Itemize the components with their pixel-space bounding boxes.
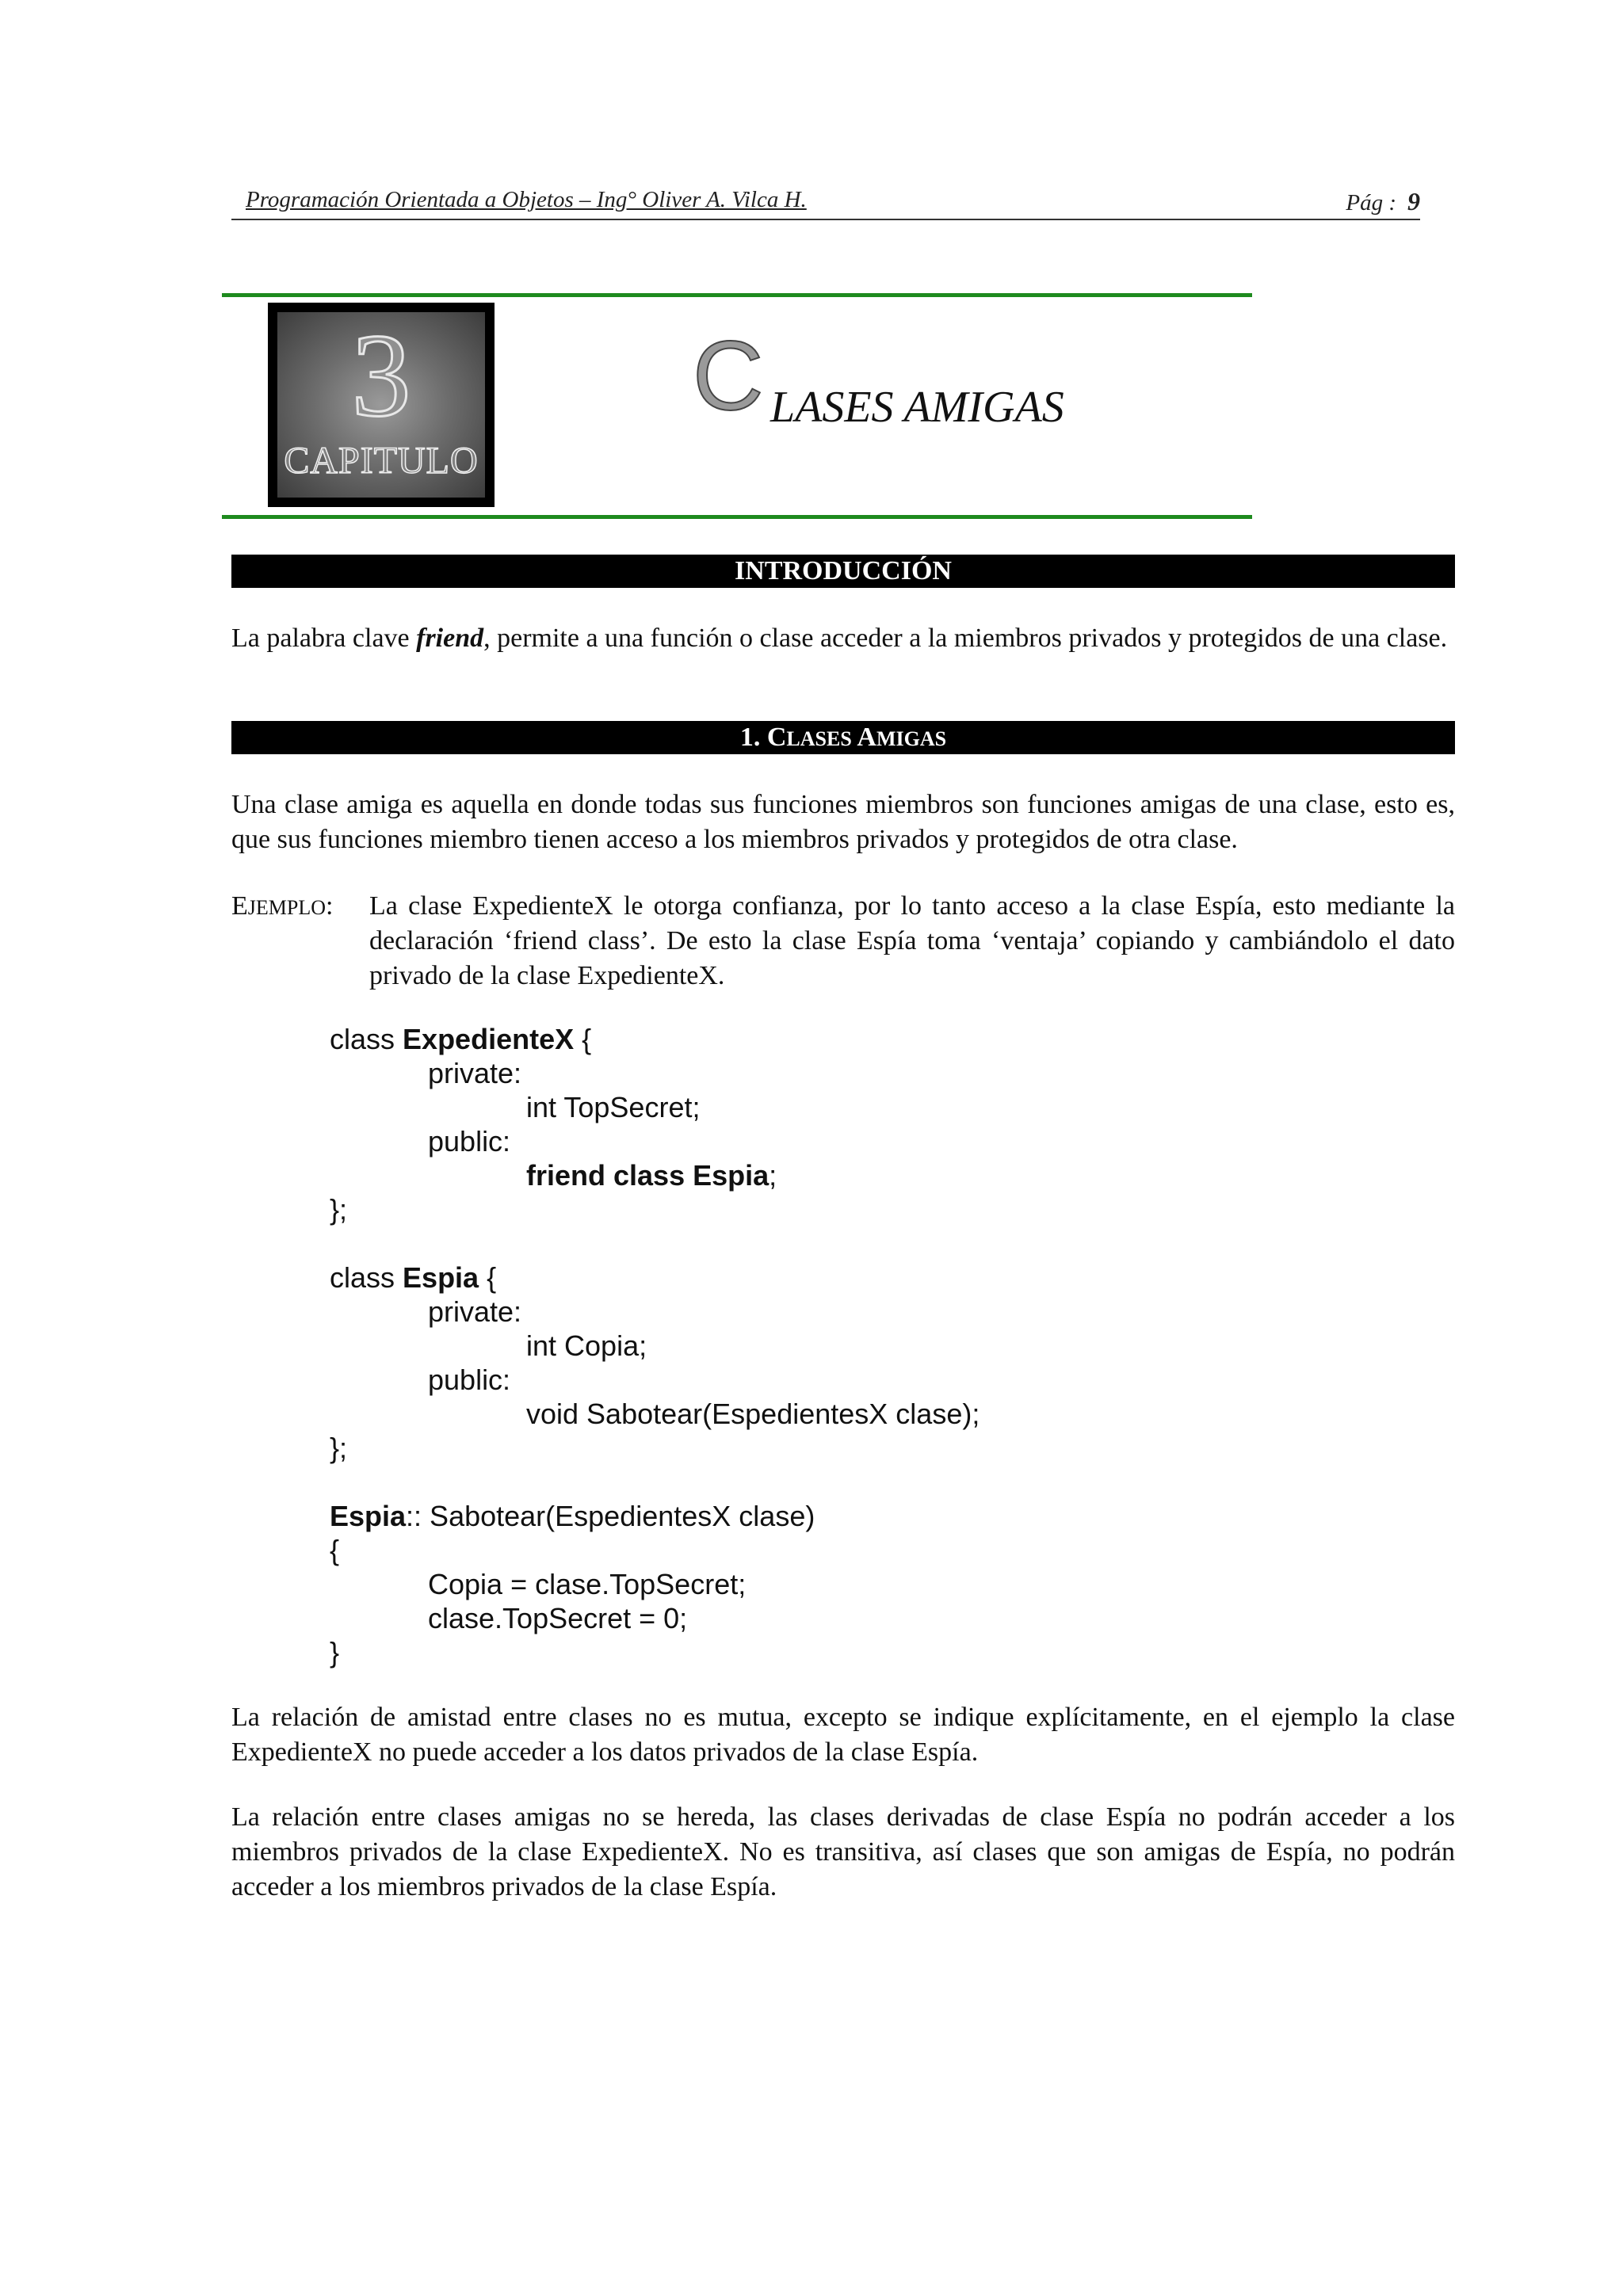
banner-bottom-rule	[222, 515, 1252, 519]
section-title-intro: INTRODUCCIÓN	[735, 556, 952, 585]
code-line: {	[330, 1534, 340, 1566]
closing-paragraph-1: La relación de amistad entre clases no es mutua, excepto se indique explícitamente, en el ejemplo la clase ExpedienteX no puede acceder a los datos privados de la clase Espía.	[231, 1703, 1455, 1767]
code-line: Espia:: Sabotear(EspedientesX clase)	[330, 1500, 815, 1532]
chapter-title-initial: C	[693, 322, 764, 431]
section-bar-clases-amigas	[231, 721, 1455, 754]
section1-paragraph: Una clase amiga es aquella en donde todas sus funciones miembros son funciones amigas de una clase, esto es, que sus funciones miembro tienen acceso a los miembros privados y protegidos de otra clase.	[231, 790, 1455, 854]
chapter-badge	[268, 303, 495, 507]
code-line: class ExpedienteX {	[330, 1023, 592, 1055]
code-line: clase.TopSecret = 0;	[428, 1602, 688, 1634]
chapter-title: LASES AMIGAS	[770, 383, 1064, 432]
code-line: public:	[428, 1125, 511, 1158]
code-line: }	[330, 1636, 340, 1669]
section-title-1: 1. CLASES AMIGAS	[739, 723, 947, 752]
intro-text-rest: , permite a una función o clase acceder a la miembros privados y protegidos de una clase.	[483, 624, 1448, 653]
page-indicator	[1346, 187, 1420, 216]
code-line: private:	[428, 1295, 522, 1328]
page-label: Pág :	[1346, 190, 1396, 215]
code-line: int TopSecret;	[526, 1091, 701, 1123]
page-header	[231, 184, 1420, 220]
intro-keyword: friend	[416, 624, 484, 653]
example-text: La clase ExpedienteX le otorga confianza, por lo tanto acceso a la clase Espía, esto mediante la declaración ‘friend class’. De esto la clase Espía toma ‘ventaja’ copiando y cambiándolo el dato privado de la clase ExpedienteX.	[369, 891, 1455, 990]
intro-text: La palabra clave	[231, 624, 417, 653]
code-blank	[330, 1465, 980, 1499]
code-line: };	[330, 1432, 348, 1464]
chapter-number: 3	[351, 310, 411, 441]
banner-top-rule	[222, 293, 1252, 297]
code-line: class Espia {	[330, 1261, 497, 1294]
page-number: 9	[1407, 187, 1420, 215]
section-bar-intro	[231, 555, 1455, 588]
code-blank	[330, 1226, 980, 1261]
example-label: EJEMPLO:	[231, 891, 334, 921]
code-line: int Copia;	[526, 1329, 647, 1362]
header-title: Programación Orientada a Objetos – Ing° Oliver A. Vilca H.	[246, 187, 807, 212]
closing-paragraph-2: La relación entre clases amigas no se hereda, las clases derivadas de clase Espía no podrán acceder a los miembros privados de la clase ExpedienteX. No es transitiva, así clases que son amigas de Espía, no podrán acceder a los miembros privados de la clase Espía.	[231, 1802, 1455, 1901]
code-line: void Sabotear(EspedientesX clase);	[526, 1398, 980, 1430]
code-line: private:	[428, 1057, 522, 1089]
code-listing	[330, 1022, 980, 1669]
code-line: };	[330, 1193, 348, 1226]
chapter-word: CAPITULO	[284, 440, 479, 482]
code-line: public:	[428, 1363, 511, 1396]
intro-paragraph	[231, 621, 1455, 656]
code-line: Copia = clase.TopSecret;	[428, 1568, 747, 1600]
code-line: friend class Espia;	[526, 1159, 777, 1192]
